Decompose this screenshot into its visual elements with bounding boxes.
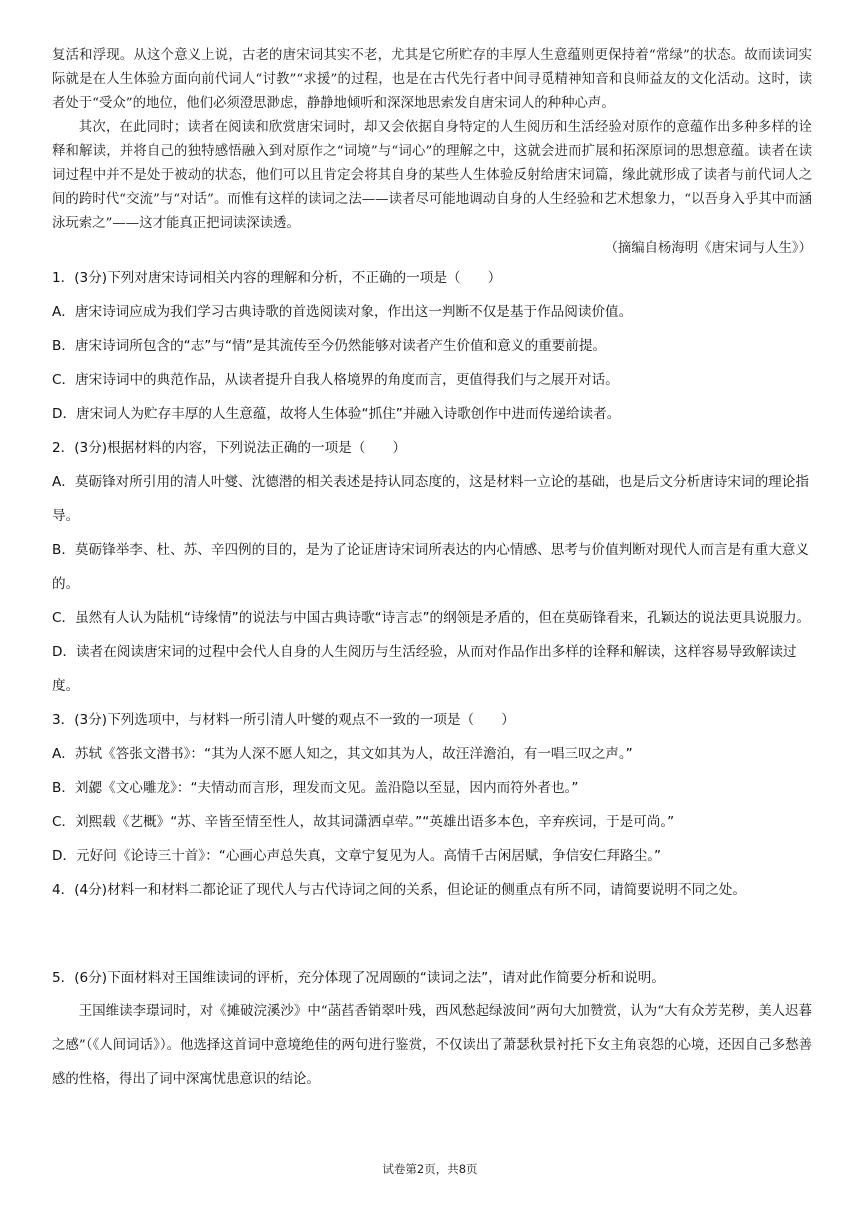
question-2 [52, 431, 812, 703]
question-3 [52, 703, 812, 873]
question-5 [52, 961, 812, 995]
question-4 [52, 873, 812, 907]
question-5-material-text: 王国维读李璟词时，对《摊破浣溪沙》中“菡萏香销翠叶残，西风愁起绿波间”两句大加赞赏，认为“大有众芳芜秽，美人迟暮之感”（《人间词话》）。他选择这首词中意境绝佳的两句进行鉴赏，不仅读出了萧瑟秋景衬托下女主角哀怨的心境，还因自己多愁善感的性格，得出了词中深寓忧患意识的结论。 [52, 1004, 812, 1087]
question-3-option-c: C．刘熙载《艺概》“苏、辛皆至情至性人，故其词潇洒卓荦。”“英雄出语多本色，辛弃疾词，于是可尚。” [52, 814, 675, 830]
question-2-option-b: B．莫砺锋举李、杜、苏、辛四例的目的，是为了论证唐诗宋词所表达的内心情感、思考与价值判断对现代人而言是有重大意义的。 [52, 542, 809, 592]
question-2-option-c: C．虽然有人认为陆机“诗缘情”的说法与中国古典诗歌“诗言志”的纲领是矛盾的，但在莫砺锋看来，孔颖达的说法更具说服力。 [52, 610, 811, 626]
question-4-stem: 4．(4分)材料一和材料二都论证了现代人与古代诗词之间的关系，但论证的侧重点有所不同，请简要说明不同之处。 [52, 882, 746, 898]
question-3-option-a: A．苏轼《答张文潜书》：“其为人深不愿人知之，其文如其为人，故汪洋澹泊，有一唱三叹之声。” [52, 746, 633, 762]
passage-paragraph-1: 复活和浮现。从这个意义上说，古老的唐宋词其实不老，尤其是它所贮存的丰厚人生意蕴则更保持着“常绿”的状态。故而读词实际就是在人生体验方面向前代词人“讨教”“求援”的过程，也是在古代先行者中间寻觅精神知音和良师益友的文化活动。这时，读者处于“受众”的地位，他们必须澄思渺虑，静静地倾听和深深地思索发自唐宋词人的种种心声。 [52, 48, 812, 111]
question-1-option-d: D．唐宋词人为贮存丰厚的人生意蕴，故将人生体验“抓住”并融入诗歌创作中进而传递给读者。 [52, 406, 621, 422]
reading-passage [52, 44, 812, 261]
question-1 [52, 261, 812, 431]
question-2-option-a: A．莫砺锋对所引用的清人叶燮、沈德潜的相关表述是持认同态度的，这是材料一立论的基础，也是后文分析唐诗宋词的理论指导。 [52, 474, 809, 524]
passage-source: （摘编自杨海明《唐宋词与人生》） [604, 241, 812, 256]
question-1-option-b: B．唐宋诗词所包含的“志”与“情”是其流传至今仍然能够对读者产生价值和意义的重要前提。 [52, 338, 607, 354]
question-2-stem: 2．(3分)根据材料的内容，下列说法正确的一项是（ ） [52, 440, 407, 456]
question-1-stem: 1．(3分)下列对唐宋诗词相关内容的理解和分析，不正确的一项是（ ） [52, 270, 502, 286]
question-3-stem: 3．(3分)下列选项中，与材料一所引清人叶燮的观点不一致的一项是（ ） [52, 712, 515, 728]
question-5-stem: 5．(6分)下面材料对王国维读词的评析，充分体现了况周颐的“读词之法”，请对此作简要分析和说明。 [52, 970, 665, 986]
question-1-option-a: A．唐宋诗词应成为我们学习古典诗歌的首选阅读对象，作出这一判断不仅是基于作品阅读价值。 [52, 304, 633, 320]
page-footer: 试卷第2页，共8页 [382, 1162, 478, 1176]
exam-page [52, 44, 812, 1097]
question-2-option-d: D．读者在阅读唐宋词的过程中会代人自身的人生阅历与生活经验，从而对作品作出多样的诠释和解读，这样容易导致解读过度。 [52, 644, 797, 694]
passage-paragraph-2: 其次，在此同时；读者在阅读和欣赏唐宋词时，却又会依据自身特定的人生阅历和生活经验对原作的意蕴作出多种多样的诠释和解读，并将自己的独特感悟融入到对原作之“词境”与“词心”的理解之中，这就会进而扩展和拓深原词的思想意蕴。读者在读词过程中并不是处于被动的状态，他们可以且肯定会将其自身的某些人生体验反射给唐宋词篇，缘此就形成了读者与前代词人之间的跨时代“交流”与“对话”。而惟有这样的读词之法——读者尽可能地调动自身的人生经验和艺术想象力，“以吾身入乎其中而涵泳玩索之”——这才能真正把词读深读透。 [52, 120, 812, 231]
question-1-option-c: C．唐宋诗词中的典范作品，从读者提升自我人格境界的角度而言，更值得我们与之展开对话。 [52, 372, 619, 388]
question-3-option-d: D．元好问《论诗三十首》：“心画心声总失真，文章宁复见为人。高情千古闲居赋，争信安仁拜路尘。” [52, 848, 662, 864]
answer-space [52, 907, 812, 961]
question-5-material [52, 995, 812, 1097]
question-3-option-b: B．刘勰《文心雕龙》：“夫情动而言形，理发而文见。盖沿隐以至显，因内而符外者也。” [52, 780, 579, 796]
